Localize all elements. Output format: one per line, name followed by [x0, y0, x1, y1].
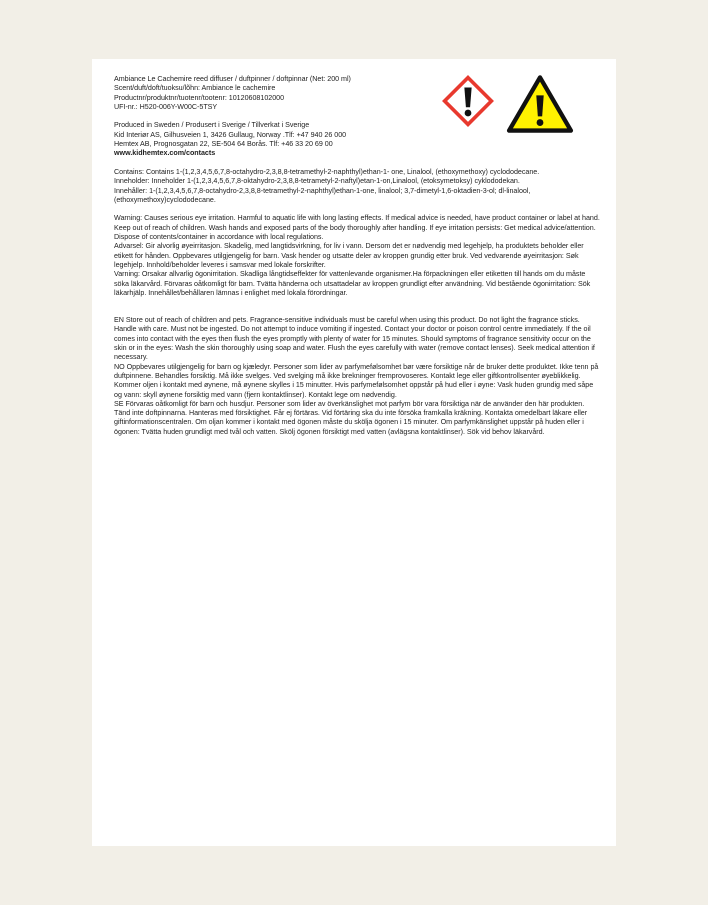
document-page: [92, 59, 616, 846]
kid-interior-address: Kid Interiør AS, Gilhusveien 1, 3426 Gullaug, Norway .Tlf: +47 940 26 000: [114, 130, 347, 139]
hemtex-address: Hemtex AB, Prognosgatan 22, SE-504 64 Borås. Tlf: +46 33 20 69 00: [114, 140, 333, 149]
product-number-line: Productnr/produktnr/tuotenr/tootenr: 10120608102000: [114, 93, 285, 102]
ufi-line: UFI-nr.: H520-006Y-W00C-5TSY: [114, 102, 218, 111]
label-text: [114, 75, 600, 437]
producer-info: [114, 121, 600, 158]
product-info: [114, 84, 600, 112]
contains-section: [114, 168, 600, 205]
origin-line: Produced in Sweden / Produsert i Sverige / Tillverkat i Sverige: [114, 121, 310, 130]
warning-se: Varning: Orsakar allvarlig ögonirritation. Skadliga långtidseffekter för vattenlevande organismer.Ha förpackningen eller etiketten till hands om du måste söka läkarvård. Förvaras oåtkomligt för barn. Tvätta händerna och utsattadelar av kroppen grundligt efter användning. Vid bestående ögonirritation: Sök läkarhjälp. Innehållet/behållaren lämnas i enlighet med lokala förordningar.: [114, 270, 591, 297]
safety-no: NO Oppbevares utilgjengelig for barn og kjæledyr. Personer som lider av parfymefølsomhet bør være forsiktige når de bruker dette produktet. Ikke tenn på duftpinnene. Behandles forsiktig. Må ikke svelges. Ved svelging må ikke brekninger fremprovoseres. Kontakt lege eller giftkontrollsenter øyeblikkelig. Kommer oljen i kontakt med øynene, må øynene skylles i 15 minutter. Hvis parfymefølsomhet oppstår på hud eller i øyne: Vask huden grundig med såpe og vann: skyll øynene forsiktig med vann (fjern kontaktlinser). Kontakt lege om nødvendig.: [114, 362, 599, 399]
scent-line: Scent/duft/doft/tuoksu/lõhn: Ambiance le cachemire: [114, 84, 276, 93]
website-link[interactable]: www.kidhemtex.com/contacts: [114, 149, 216, 158]
safety-en: EN Store out of reach of children and pets. Fragrance-sensitive individuals must be careful when using this product. Do not light the fragrance sticks. Handle with care. Must not be ingested. Do not attempt to induce vomiting if ingested. Contact your doctor or poison control centre immediately. If the oil comes into contact with the eyes then flush the eyes promptly with plenty of water for 15 minutes. Should symptoms of fragrance sensitivity occur on the skin or in the eyes: Wash the skin thoroughly using soap and water. Flush the eyes carefully with water (remove contact lenses). Seek medical attention if necessary.: [114, 316, 595, 362]
warning-en: Warning: Causes serious eye irritation. Harmful to aquatic life with long lasting effects. If medical advice is needed, have product container or label at hand. Keep out of reach of children. Wash hands and exposed parts of the body thoroughly after handling. If eye irritation persists: Get medical advice/attention. Dispose of contents/container in accordance with local regulations.: [114, 214, 600, 242]
product-title: Ambiance Le Cachemire reed diffuser / duftpinner / doftpinnar (Net: 200 ml): [114, 75, 351, 83]
contains-en: Contains: Contains 1-(1,2,3,4,5,6,7,8-octahydro-2,3,8,8-tetramethyl-2-naphthyl)ethan-1- one, Linalool, (ethoxymethoxy) cyclododecane.: [114, 167, 540, 176]
contains-no: Inneholder: Inneholder 1-(1,2,3,4,5,6,7,8-oktahydro-2,3,8,8-tetrametyl-2-naftyl)etan-1-on,Linalool, (etoksymetoksy) cyklododekan.: [114, 177, 520, 186]
warning-no: Advarsel: Gir alvorlig øyeirritasjon. Skadelig, med langtidsvirkning, for liv i vann. Dersom det er nødvendig med legehjelp, ha produktets beholder eller etikett for hånden. Oppbevares utilgjengelig for barn. Vask hender og utsatte deler av kroppen grundig etter bruk. Ved vedvarende øyeirritasjon: Søk legehjelp. Innhold/beholder leveres i samsvar med lokale forskrifter.: [114, 242, 584, 269]
safety-se: SE Förvaras oåtkomligt för barn och husdjur. Personer som lider av överkänslighet mot parfym bör vara försiktiga när de använder den här produkten. Tänd inte doftpinnarna. Hanteras med försiktighet. Får ej förtäras. Vid förtäring ska du inte försöka framkalla kräkning. Kontakta omedelbart läkare eller giftinformationscentralen. Om oljan kommer i kontakt med ögonen måste du skölja ögonen i 15 minuter. Om parfymkänslighet uppstår på huden eller i ögonen: Tvätta huden grundligt med tvål och vatten. Skölj ögonen försiktigt med vatten (avlägsna kontaktlinser). Sök vid behov läkarvård.: [114, 399, 588, 436]
contains-se: Innehåller: 1-(1,2,3,4,5,6,7,8-octahydro-2,3,8,8-tetramethyl-2-naphthyl)ethan-1-one, linalool; 3,7-dimetyl-1,6-oktadien-3-ol; dl-linalool, (ethoxymethoxy)cyclododecane.: [114, 186, 531, 204]
